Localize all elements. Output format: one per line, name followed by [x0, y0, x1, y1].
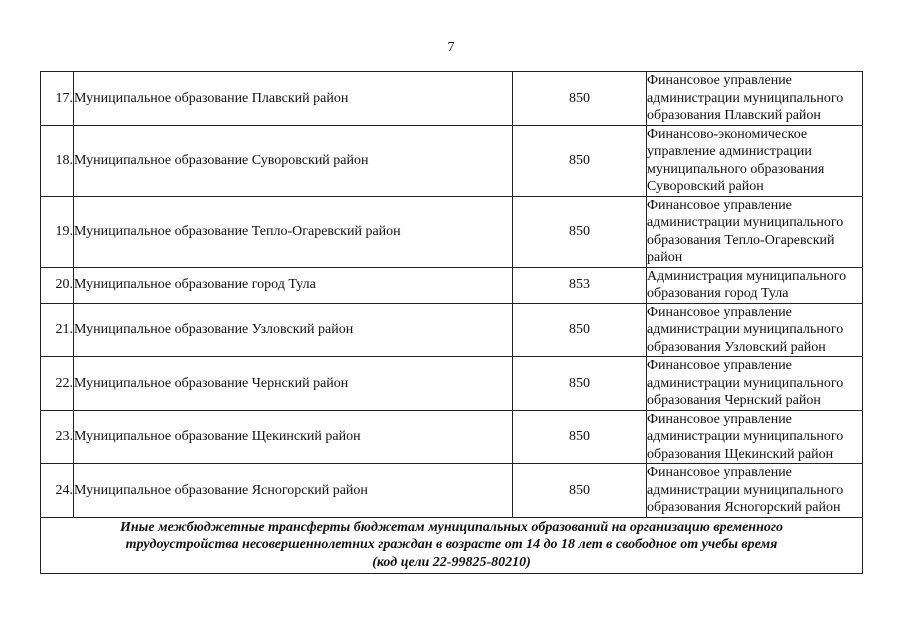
administrator-line: муниципального образования	[647, 161, 825, 177]
administrator-line: Финансово-экономическое	[647, 126, 808, 142]
administrator-line: управление администрации	[647, 144, 812, 159]
table-row	[41, 464, 863, 518]
administrator-line: администрации муниципального	[647, 429, 844, 444]
administrator-line: Администрация муниципального	[647, 268, 847, 284]
table-row	[41, 267, 863, 303]
budget-code: 850	[513, 357, 647, 411]
administrator-line: Суворовский район	[647, 179, 764, 194]
table-row	[41, 125, 863, 196]
administrator-name	[647, 464, 863, 518]
section-heading-line-2: трудоустройства несовершеннолетних граждан в возрасте от 14 до 18 лет в свободное от учебы время	[125, 537, 778, 553]
administrator-line: администрации муниципального	[647, 322, 844, 337]
page-number: 7	[447, 40, 455, 55]
administrator-line: Финансовое управление	[647, 411, 792, 427]
administrator-name	[647, 357, 863, 411]
table-body	[41, 72, 863, 518]
row-number: 17.	[41, 72, 74, 126]
table-row	[41, 410, 863, 464]
administrator-name	[647, 410, 863, 464]
administrator-line: образования Тепло-Огаревский	[647, 232, 835, 248]
administrator-line: Финансовое управление	[647, 73, 792, 88]
budget-code: 850	[513, 72, 647, 126]
administrator-line: образования город Тула	[647, 286, 789, 301]
administrator-name	[647, 303, 863, 357]
row-number: 18.	[41, 125, 74, 196]
municipality-name: Муниципальное образование Суворовский район	[74, 125, 513, 196]
row-number: 22.	[41, 357, 74, 411]
administrator-line: Финансовое управление	[647, 197, 792, 213]
table-row	[41, 357, 863, 411]
municipality-name: Муниципальное образование город Тула	[74, 267, 513, 303]
administrator-line: Финансовое управление	[647, 304, 792, 320]
table-row	[41, 303, 863, 357]
municipality-name: Муниципальное образование Чернский район	[74, 357, 513, 411]
administrator-line: район	[647, 250, 683, 265]
section-heading	[41, 517, 863, 573]
budget-code: 850	[513, 125, 647, 196]
row-number: 24.	[41, 464, 74, 518]
administrator-line: образования Узловский район	[647, 339, 826, 355]
administrator-line: администрации муниципального	[647, 90, 844, 106]
section-heading-line-3: (код цели 22-99825-80210)	[372, 554, 531, 570]
budget-code: 850	[513, 196, 647, 267]
budget-code: 853	[513, 267, 647, 303]
administrator-name	[647, 125, 863, 196]
transfers-table	[40, 71, 863, 574]
row-number: 23.	[41, 410, 74, 464]
administrator-line: администрации муниципального	[647, 482, 844, 498]
row-number: 21.	[41, 303, 74, 357]
administrator-line: администрации муниципального	[647, 375, 844, 391]
municipality-name: Муниципальное образование Щекинский район	[74, 410, 513, 464]
administrator-line: образования Щекинский район	[647, 446, 834, 462]
budget-code: 850	[513, 303, 647, 357]
administrator-name	[647, 267, 863, 303]
administrator-line: Финансовое управление	[647, 465, 792, 480]
budget-code: 850	[513, 464, 647, 518]
administrator-line: образования Плавский район	[647, 108, 821, 123]
administrator-line: администрации муниципального	[647, 215, 844, 230]
municipality-name: Муниципальное образование Тепло-Огаревский район	[74, 196, 513, 267]
municipality-name: Муниципальное образование Ясногорский район	[74, 464, 513, 518]
administrator-name	[647, 72, 863, 126]
administrator-line: образования Чернский район	[647, 393, 821, 408]
municipality-name: Муниципальное образование Узловский район	[74, 303, 513, 357]
table-row	[41, 72, 863, 126]
section-heading-line-1: Иные межбюджетные трансферты бюджетам муниципальных образований на организацию временного	[119, 519, 784, 535]
administrator-line: образования Ясногорский район	[647, 500, 841, 515]
administrator-name	[647, 196, 863, 267]
budget-code: 850	[513, 410, 647, 464]
municipality-name: Муниципальное образование Плавский район	[74, 72, 513, 126]
administrator-line: Финансовое управление	[647, 358, 792, 373]
table-row	[41, 196, 863, 267]
row-number: 20.	[41, 267, 74, 303]
row-number: 19.	[41, 196, 74, 267]
section-heading-row	[41, 517, 863, 573]
